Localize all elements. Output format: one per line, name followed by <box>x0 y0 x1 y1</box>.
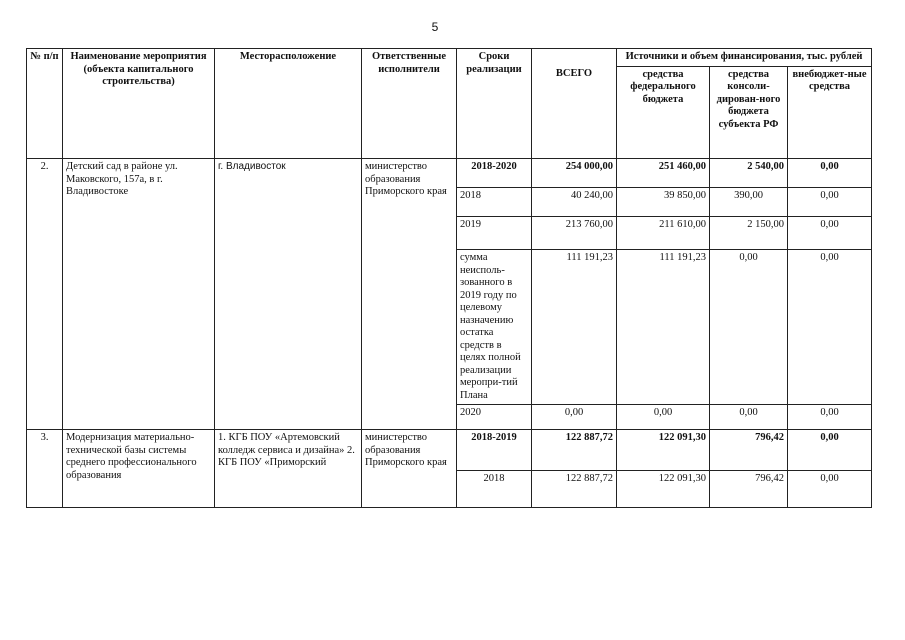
header-financing: Источники и объем финансирования, тыс. рублей <box>617 49 872 67</box>
row-federal: 211 610,00 <box>617 217 710 250</box>
row-federal: 251 460,00 <box>617 159 710 188</box>
row-consolidated: 390,00 <box>710 188 788 217</box>
header-federal: средства федерального бюджета <box>617 66 710 159</box>
row-name: Модернизация материально-технической базы системы среднего профессионального образования <box>63 430 215 508</box>
header-row-1 <box>27 49 872 67</box>
row-federal: 111 191,23 <box>617 250 710 405</box>
row-total: 122 887,72 <box>532 430 617 471</box>
row-num: 2. <box>27 159 63 430</box>
row-federal: 39 850,00 <box>617 188 710 217</box>
row-consolidated: 2 150,00 <box>710 217 788 250</box>
table-row <box>27 159 872 188</box>
row-term: сумма неисполь-зованного в 2019 году по целевому назначению остатка средств в целях полной реализации меропри-тий Плана <box>457 250 532 405</box>
page-number: 5 <box>431 20 439 34</box>
row-term: 2018 <box>457 188 532 217</box>
header-extrabudget: внебюджет-ные средства <box>788 66 872 159</box>
row-extra: 0,00 <box>788 159 872 188</box>
header-num: № п/п <box>27 49 63 159</box>
row-extra: 0,00 <box>788 188 872 217</box>
row-term: 2020 <box>457 405 532 430</box>
table-row <box>27 430 872 471</box>
row-federal: 0,00 <box>617 405 710 430</box>
row-consolidated: 796,42 <box>710 471 788 508</box>
row-consolidated: 0,00 <box>710 250 788 405</box>
row-location: г. Владивосток <box>215 159 362 430</box>
row-total: 40 240,00 <box>532 188 617 217</box>
row-executors: министерство образования Приморского края <box>362 430 457 508</box>
row-num: 3. <box>27 430 63 508</box>
row-consolidated: 0,00 <box>710 405 788 430</box>
row-federal: 122 091,30 <box>617 430 710 471</box>
row-extra: 0,00 <box>788 430 872 471</box>
row-location: 1. КГБ ПОУ «Артемовский колледж сервиса и дизайна» 2. КГБ ПОУ «Приморский <box>215 430 362 508</box>
row-federal: 122 091,30 <box>617 471 710 508</box>
row-total: 122 887,72 <box>532 471 617 508</box>
row-extra: 0,00 <box>788 405 872 430</box>
financing-table <box>26 48 872 508</box>
row-total: 111 191,23 <box>532 250 617 405</box>
row-term: 2018-2019 <box>457 430 532 471</box>
row-extra: 0,00 <box>788 217 872 250</box>
header-name: Наименование мероприятия (объекта капитального строительства) <box>63 49 215 159</box>
row-term: 2019 <box>457 217 532 250</box>
header-location: Месторасположение <box>215 49 362 159</box>
header-consolidated: средства консоли-дирован-ного бюджета субъекта РФ <box>710 66 788 159</box>
row-executors: министерство образования Приморского края <box>362 159 457 430</box>
row-name: Детский сад в районе ул. Маковского, 157а, в г. Владивостоке <box>63 159 215 430</box>
row-term: 2018-2020 <box>457 159 532 188</box>
header-executors: Ответственные исполнители <box>362 49 457 159</box>
row-consolidated: 796,42 <box>710 430 788 471</box>
row-extra: 0,00 <box>788 471 872 508</box>
row-total: 0,00 <box>532 405 617 430</box>
row-extra: 0,00 <box>788 250 872 405</box>
header-terms: Сроки реализации <box>457 49 532 159</box>
header-blank <box>532 49 617 67</box>
row-total: 254 000,00 <box>532 159 617 188</box>
header-total: ВСЕГО <box>532 66 617 159</box>
row-term: 2018 <box>457 471 532 508</box>
row-consolidated: 2 540,00 <box>710 159 788 188</box>
row-total: 213 760,00 <box>532 217 617 250</box>
